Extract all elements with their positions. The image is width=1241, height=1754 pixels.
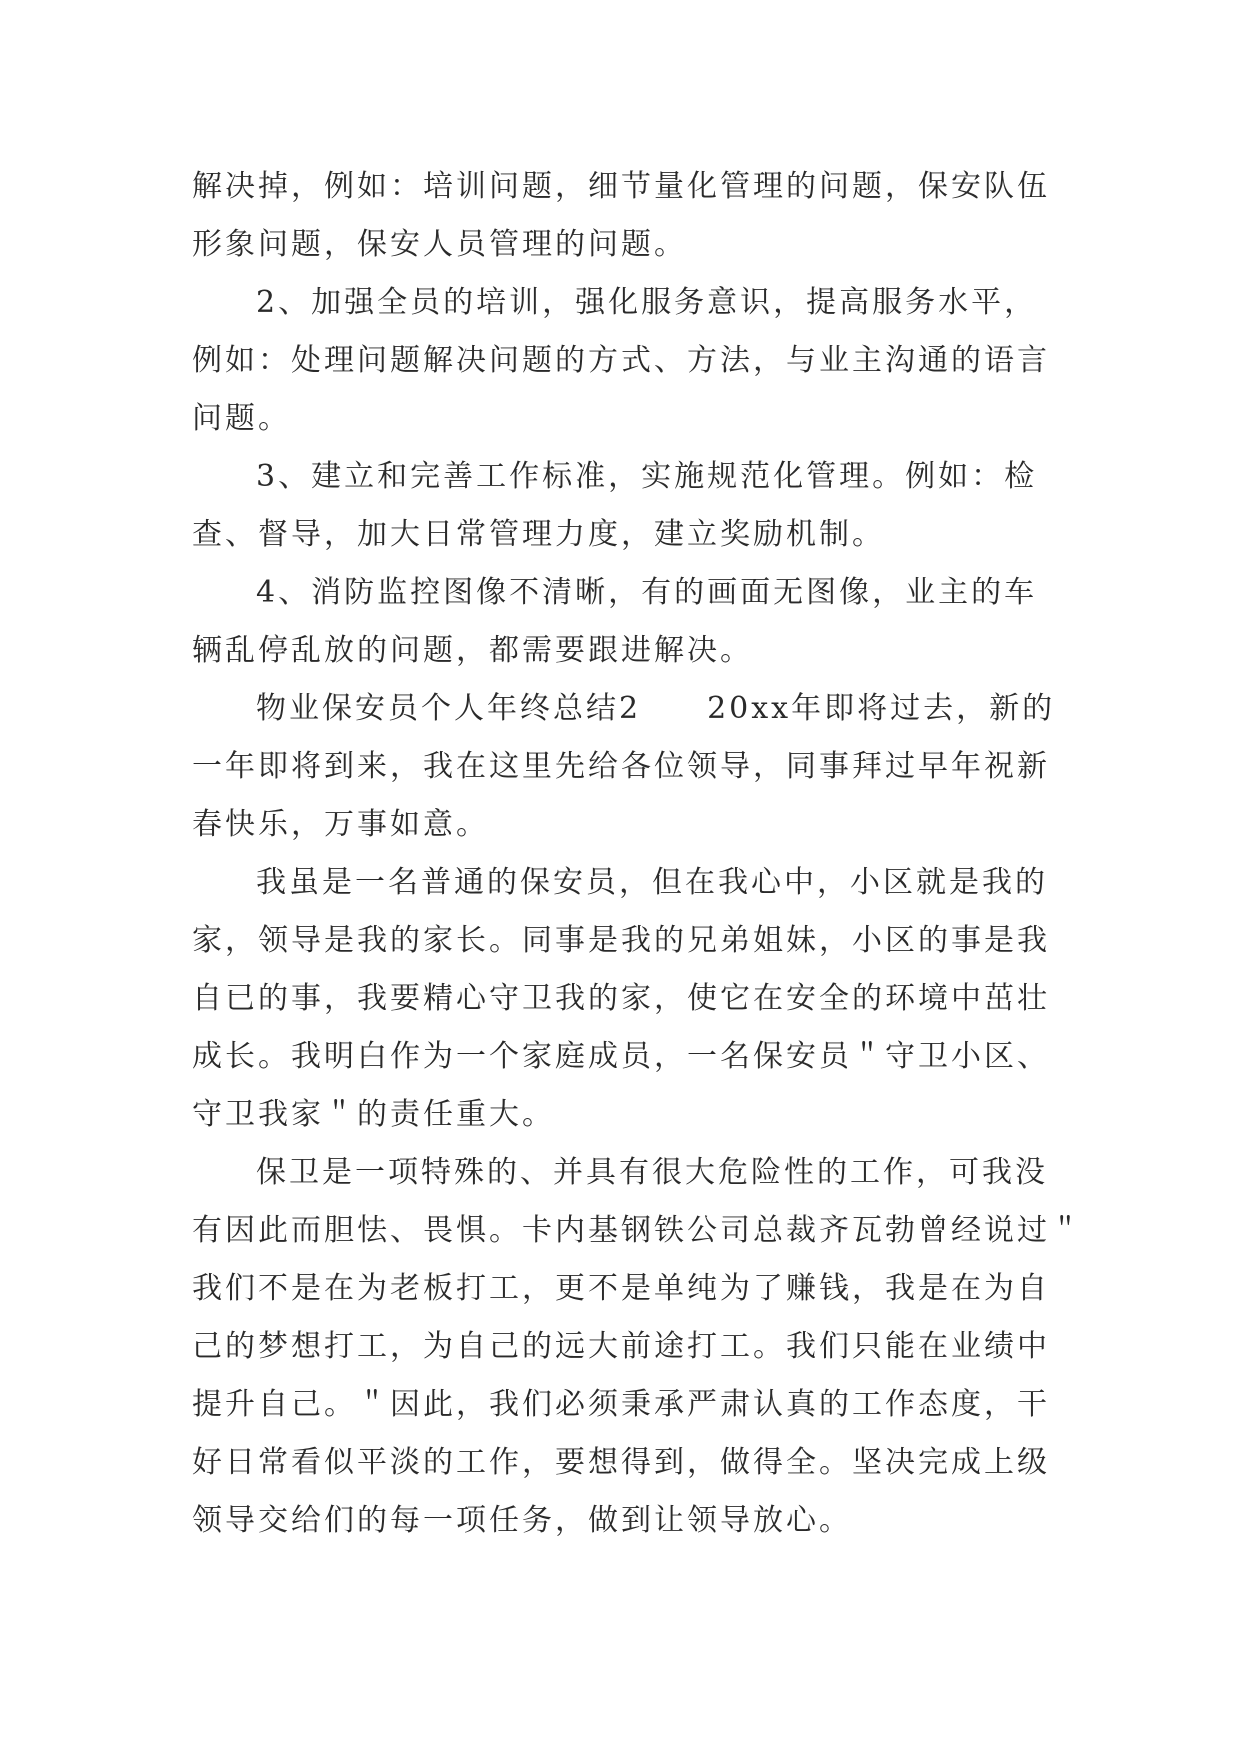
document-body — [192, 158, 1083, 1550]
text-line: 自已的事，我要精心守卫我的家，使它在安全的环境中茁壮 — [192, 981, 1050, 1016]
text-line: 例如：处理问题解决问题的方式、方法，与业主沟通的语言 — [192, 343, 1050, 378]
text-line: 我们不是在为老板打工，更不是单纯为了赚钱，我是在为自 — [192, 1271, 1050, 1306]
text-line: 辆乱停乱放的问题，都需要跟进解决。 — [192, 633, 753, 668]
text-line: 物业保安员个人年终总结2 20xx年即将过去，新的 — [256, 691, 1056, 726]
text-line: 一年即将到来，我在这里先给各位领导，同事拜过早年祝新 — [192, 749, 1050, 784]
text-line: 守卫我家＂的责任重大。 — [192, 1097, 555, 1132]
text-line: 春快乐，万事如意。 — [192, 807, 489, 842]
text-line: 形象问题，保安人员管理的问题。 — [192, 227, 687, 262]
text-line: 查、督导，加大日常管理力度，建立奖励机制。 — [192, 517, 885, 552]
text-line: 家，领导是我的家长。同事是我的兄弟姐妹，小区的事是我 — [192, 923, 1050, 958]
text-line: 我虽是一名普通的保安员，但在我心中，小区就是我的 — [256, 865, 1048, 900]
text-line: 有因此而胆怯、畏惧。卡内基钢铁公司总裁齐瓦勃曾经说过＂ — [192, 1213, 1083, 1248]
text-line: 解决掉，例如：培训问题，细节量化管理的问题，保安队伍 — [192, 169, 1050, 204]
text-line: 己的梦想打工，为自己的远大前途打工。我们只能在业绩中 — [192, 1329, 1050, 1364]
text-line: 提升自己。＂因此，我们必须秉承严肃认真的工作态度，干 — [192, 1387, 1050, 1422]
text-line: 保卫是一项特殊的、并具有很大危险性的工作，可我没 — [256, 1155, 1048, 1190]
text-line: 4、消防监控图像不清晰，有的画面无图像，业主的车 — [256, 575, 1038, 610]
text-line: 2、加强全员的培训，强化服务意识，提高服务水平， — [256, 285, 1038, 320]
text-line: 成长。我明白作为一个家庭成员，一名保安员＂守卫小区、 — [192, 1039, 1050, 1074]
text-line: 领导交给们的每一项任务，做到让领导放心。 — [192, 1503, 852, 1538]
text-line: 问题。 — [192, 401, 291, 436]
text-line: 3、建立和完善工作标准，实施规范化管理。例如：检 — [256, 459, 1038, 494]
text-line: 好日常看似平淡的工作，要想得到，做得全。坚决完成上级 — [192, 1445, 1050, 1480]
